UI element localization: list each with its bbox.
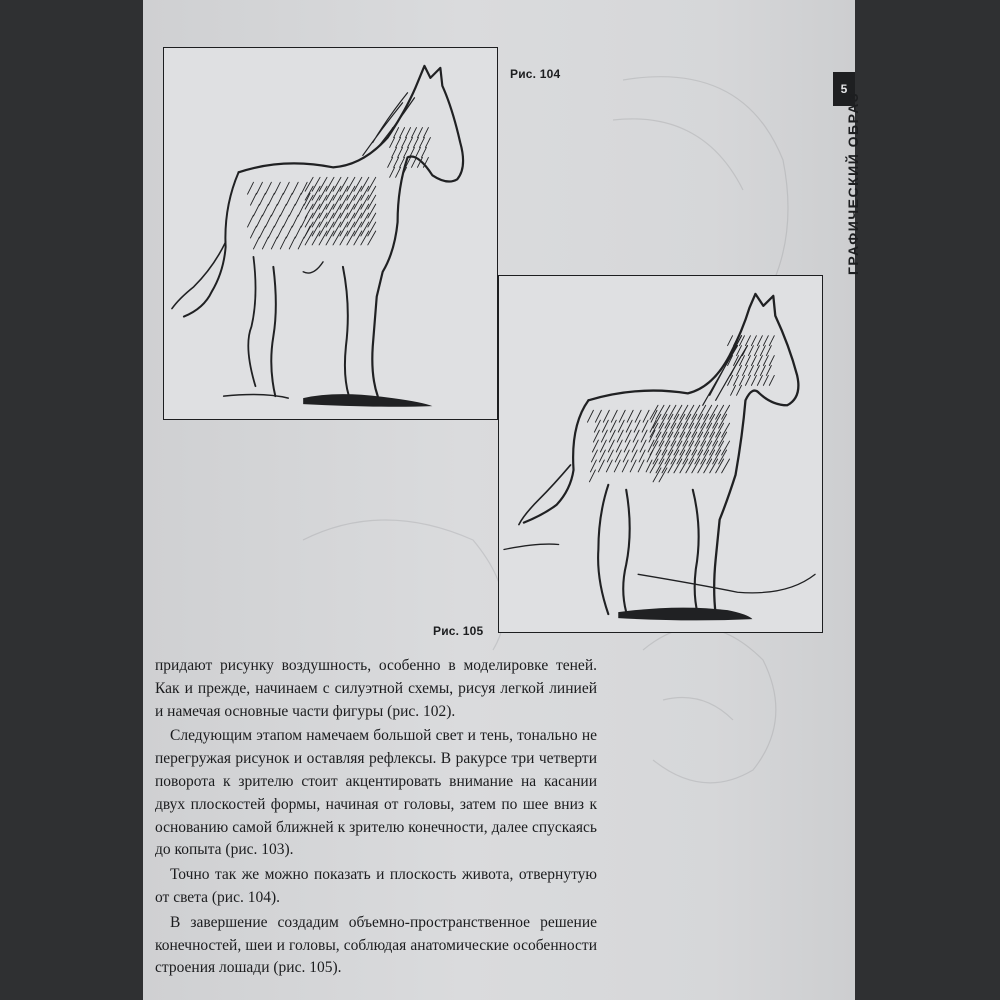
figure-104-caption: Рис. 104	[510, 67, 561, 81]
body-text	[155, 655, 597, 982]
paragraph: придают рисунку воздушность, особенно в моделировке теней. Как и прежде, начинаем с силуэтной схемы, рисуя легкой линией и намечая основные части фигуры (рис. 102).	[155, 657, 597, 720]
paragraph: Следующим этапом намечаем большой свет и тень, тонально не перегружая рисунок и оставляя рефлексы. В ракурсе три четверти поворота к зрителю стоит акцентировать внимание на касании двух плоскостей формы, начиная от головы, затем по шее вниз к основанию самой ближней к зрителю конечности, далее спускаясь до копыта (рис. 103).	[155, 727, 597, 859]
page-number-tab: 5	[833, 72, 855, 106]
figure-105-caption: Рис. 105	[433, 624, 484, 638]
paragraph: В завершение создадим объемно-пространственное решение конечностей, шеи и головы, соблюдая анатомические особенности строения лошади (рис. 105).	[155, 913, 597, 977]
book-page	[143, 0, 861, 1000]
figure-104-frame	[163, 47, 498, 420]
section-title-vertical: ГРАФИЧЕСКИЙ ОБРАЗ	[845, 91, 861, 275]
horse-sketch-105	[499, 276, 822, 632]
horse-sketch-104	[164, 48, 497, 419]
figure-105-frame	[498, 275, 823, 633]
paragraph: Точно так же можно показать и плоскость живота, отвернутую от света (рис. 104).	[155, 866, 597, 906]
